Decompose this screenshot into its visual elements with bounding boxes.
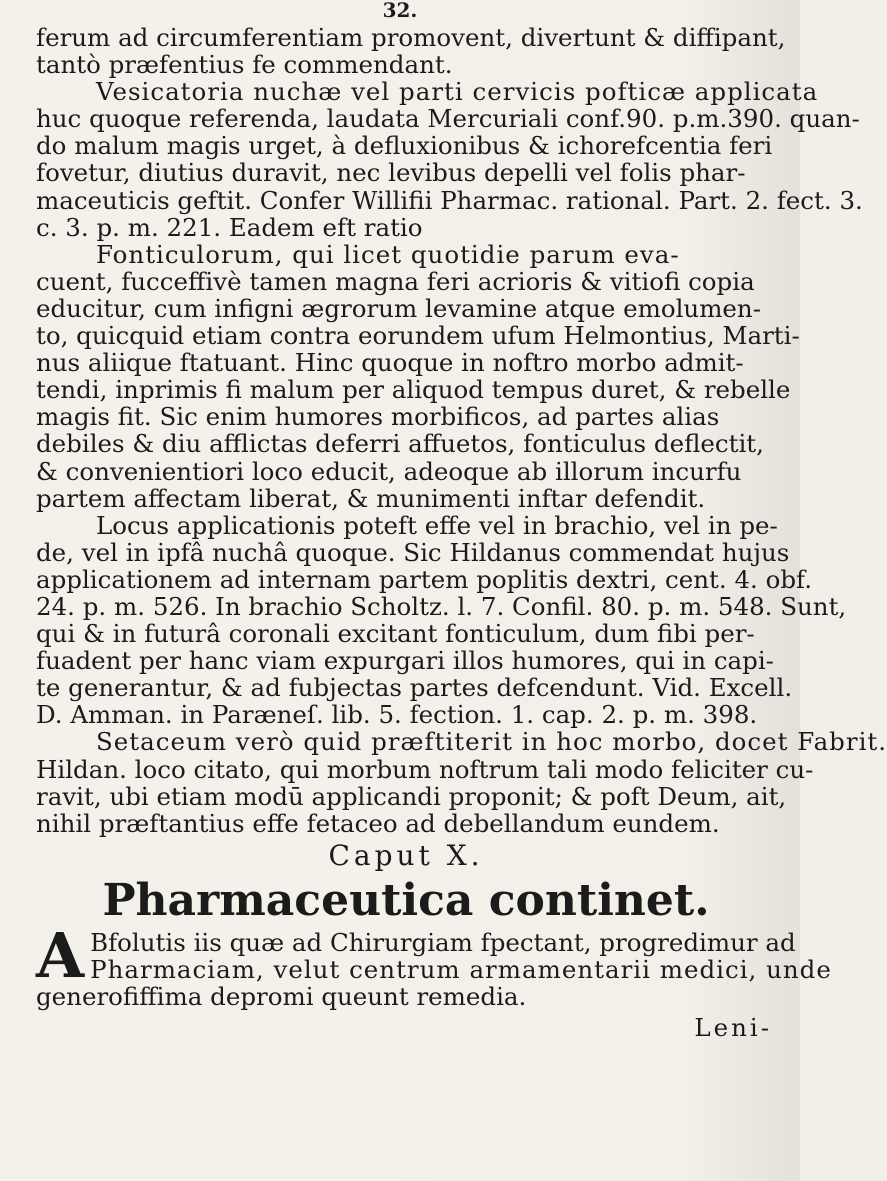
text-line: Fonticulorum, qui licet quotidie parum eva-: [96, 239, 680, 269]
text-line: to, quicquid etiam contra eorundem ufum Helmontius, Marti-: [36, 321, 800, 351]
text-line: de, vel in ipfâ nuchâ quoque. Sic Hildanus commendat hujus: [36, 537, 790, 567]
text-line: applicationem ad internam partem poplitis dextri, cent. 4. obf.: [36, 564, 813, 594]
text-line: magis fit. Sic enim humores morbificos, ad partes alias: [36, 402, 720, 432]
text-line: & convenientiori loco educit, adeoque ab illorum incurfu: [36, 456, 742, 486]
text-line: 24. p. m. 526. In brachio Scholtz. l. 7. Confil. 80. p. m. 548. Sunt,: [36, 591, 847, 621]
text-line: partem affectam liberat, & munimenti inftar defendit.: [36, 483, 706, 513]
text-line: do malum magis urget, à defluxionibus & ichorefcentia feri: [36, 131, 773, 161]
text-line: Locus applicationis poteft effe vel in brachio, vel in pe-: [96, 510, 778, 540]
paragraph-locus: [36, 510, 847, 730]
text-line: fuadent per hanc viam expurgari illos humores, qui in capi-: [36, 646, 774, 676]
text-line: debiles & diu afflictas deferri affuetos, fonticulus deflectit,: [36, 429, 764, 459]
chapter-title: Pharmaceutica continet.: [102, 874, 710, 926]
text-line: huc quoque referenda, laudata Mercuriali conf.90. p.m.390. quan-: [36, 104, 860, 134]
text-line: c. 3. p. m. 221. Eadem eft ratio: [36, 212, 423, 242]
paragraph-setaceum: [36, 727, 887, 838]
text-line: fovetur, diutius duravit, nec levibus depelli vel folis phar-: [36, 158, 746, 188]
text-line: maceuticis geftit. Confer Willifii Pharmac. rational. Part. 2. fect. 3.: [36, 185, 863, 215]
text-line: Pharmaciam, velut centrum armamentarii medici, unde: [90, 954, 832, 984]
text-line: Vesicatoria nuchæ vel parti cervicis pofticæ applicata: [96, 77, 819, 107]
page-number: 32.: [382, 0, 418, 22]
paragraph-absolutis: [36, 918, 832, 1011]
catchword: Leni-: [694, 1013, 772, 1043]
page-text: [36, 23, 887, 1043]
text-line: nus aliique ftatuant. Hinc quoque in noftro morbo admit-: [36, 348, 744, 378]
paragraph-vesicatoria: [36, 23, 863, 242]
drop-cap: A: [36, 918, 85, 992]
text-line: te generantur, & ad fubjectas partes defcendunt. Vid. Excell.: [36, 673, 793, 703]
text-line: ferum ad circumferentiam promovent, divertunt & diffipant,: [36, 23, 786, 52]
text-line: educitur, cum infigni ægrorum levamine atque emolumen-: [36, 293, 761, 323]
text-line: Bfolutis iis quæ ad Chirurgiam fpectant, progredimur ad: [90, 927, 796, 957]
text-line: generofiffima depromi queunt remedia.: [36, 982, 527, 1011]
text-line: qui & in futurâ coronali excitant fonticulum, dum fibi per-: [36, 619, 755, 649]
text-line: nihil præftantius effe fetaceo ad debellandum eundem.: [36, 808, 720, 838]
text-line: ravit, ubi etiam modū applicandi proponit; & poft Deum, ait,: [36, 781, 787, 811]
text-line: tantò præfentius fe commendant.: [36, 50, 453, 80]
text-line: Setaceum verò quid præftiterit in hoc morbo, docet Fabrit.: [96, 727, 887, 757]
caput-heading: Caput X.: [328, 838, 484, 872]
text-line: D. Amman. in Paræneſ. lib. 5. fection. 1. cap. 2. p. m. 398.: [36, 700, 758, 730]
text-line: tendi, inprimis fi malum per aliquod tempus duret, & rebelle: [36, 375, 791, 405]
text-line: cuent, fucceffivè tamen magna feri acrioris & vitiofi copia: [36, 266, 755, 296]
paragraph-fonticulorum: [36, 239, 800, 513]
text-line: Hildan. loco citato, qui morbum noftrum tali modo feliciter cu-: [36, 754, 814, 784]
